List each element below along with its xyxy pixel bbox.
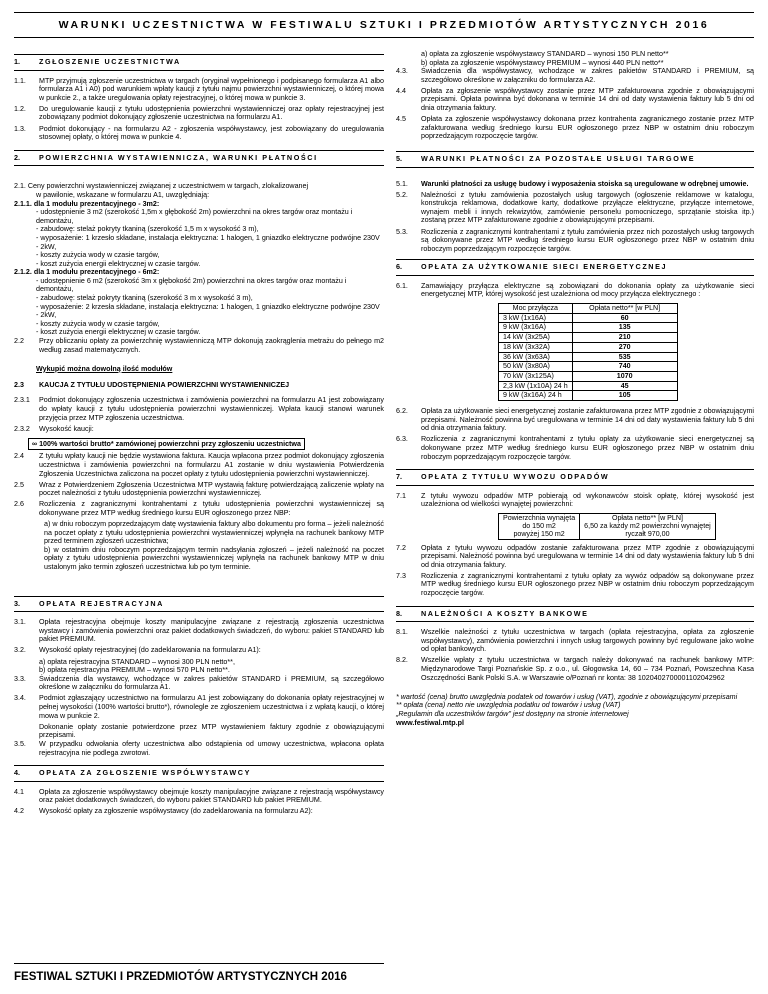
page-title: WARUNKI UCZESTNICTWA W FESTIWALU SZTUKI I PRZEDMIOTÓW ARTYSTYCZNYCH 2016 <box>14 12 754 38</box>
paragraph: 4.2 Wysokość opłaty za zgłoszenie współwystawcy (do zadeklarowania na formularzu A2): <box>14 807 313 816</box>
table-row: 3 kW (1x16A) 60 <box>499 313 678 323</box>
subsection-heading: 2.3 KAUCJA Z TYTUŁU UDOSTĘPNIENIA POWIERZCHNI WYSTAWIENNICZEJ <box>14 381 290 390</box>
bullet: - zabudowę: stelaż pokryty tkaniną (szerokość 3 m x wysokość 3 m), <box>36 294 253 303</box>
bullet: - wyposażenie: 2 krzesła składane, instalacja elektryczna: 1 halogen, 1 gniazdko elektryczne podwójne 230V - 2kW, <box>36 302 380 320</box>
bullet: - wyposażenie: 1 krzesło składane, instalacja elektryczna: 1 halogen, 1 gniazdko elektryczne podwójne 230V - 2kW, <box>36 233 380 251</box>
paragraph: 1.2. Do uregulowanie kaucji z tytułu udostępnienia powierzchni wystawienniczej oraz opłaty rejestracyjnej jest zobowiązany podmiot dokonujący zgłoszenie uczestnictwa na formularzu A1. <box>14 104 384 122</box>
paragraph: 7.1 Z tytułu wywozu odpadów MTP pobierają od wykonawców stoisk opłatę, której wysokość jest uzależniona od wielkości wynajętej powierzchni: <box>396 491 754 509</box>
paragraph: 6.3. Rozliczenia z zagranicznymi kontrahentami z tytułu opłaty za użytkowanie sieci energetycznej są dokonywane przez MTP według średniego kursu EUR ogłoszonego przez NBP w ostatnim dniu roboczym poprzedzającym rozpoczęcie targów. <box>396 435 754 461</box>
table-header: Opłata netto** [w PLN] <box>572 304 677 314</box>
bullet: - koszt zużycia energii elektrycznej w czasie targów. <box>36 328 201 337</box>
left-column <box>14 48 384 818</box>
section-2-heading: 2. POWIERZCHNIA WYSTAWIENNICZA, WARUNKI PŁATNOŚCI <box>14 150 384 167</box>
bullet: - koszty zużycia wody w czasie targów, <box>36 319 160 328</box>
footnote: * wartość (cena) brutto uwzględnia podatek od towarów i usług (VAT), zgodnie z obowiązującymi przepisami <box>396 692 738 701</box>
table-row: 2,3 kW (1x10A) 24 h 45 <box>499 381 678 391</box>
list-item: a) opłata rejestracyjna STANDARD – wynosi 300 PLN netto**, <box>39 657 235 666</box>
section-1-heading: 1. ZGŁOSZENIE UCZESTNICTWA <box>14 54 384 71</box>
paragraph: 1.1. MTP przyjmują zgłoszenie uczestnictwa w targach (oryginał wypełnionego i podpisanego formularza A1 albo formularza A1 i A0) pod warunkiem wpłaty kaucji z tytułu najmu powierzchni wystawienniczej, o której mowa w punkcie 2., a także uregulowania opłaty rejestracyjnej, o której mowa w punkcie 3. <box>14 76 384 102</box>
table-row: 9 kW (3x16A) 135 <box>499 323 678 333</box>
table-row: 14 kW (3x25A) 210 <box>499 333 678 343</box>
table-row: 50 kW (3x80A) 740 <box>499 362 678 372</box>
bullet: - koszt zużycia energii elektrycznej w czasie targów. <box>36 259 201 268</box>
section-7-heading: 7. OPŁATA Z TYTUŁU WYWOZU ODPADÓW <box>396 469 754 486</box>
paragraph: 3.1. Opłata rejestracyjna obejmuje koszty manipulacyjne związane z rejestracją zgłoszenia uczestnictwa wystawcy i zamówienia powierzchni oraz pakiet dodatkowych świadczeń, do wyboru: pakiet STANDARD lub pakiet PREMIUM. <box>14 618 384 644</box>
paragraph: 3.4. Podmiot zgłaszający uczestnictwo na formularzu A1 jest zobowiązany do dokonania opłaty rejestracyjnej w pełnej wysokości (100% wartości brutto*), równolegle ze zgłoszeniem uczestnictwa i z wpłatą kaucji, o której mowa w punkcie 2. <box>14 694 384 720</box>
waste-fee-table <box>498 513 716 540</box>
paragraph: 5.1. Warunki płatności za usługę budowy i wyposażenia stoiska są uregulowane w odrębnej umowie. <box>396 179 749 188</box>
list-item: a) opłata za zgłoszenie współwystawcy STANDARD – wynosi 150 PLN netto** <box>421 50 669 58</box>
paragraph: 4.1 Opłata za zgłoszenie współwystawcy obejmuje koszty manipulacyjne związane z rejestracją współwystawcy oraz pakiet dodatkowych świadczeń, do wyboru pakiet STANDARD lub pakiet PREMIUM. <box>14 787 384 805</box>
paragraph: 6.1. Zamawiający przyłącza elektryczne są zobowiązani do dokonania opłaty za użytkowanie sieci energetycznej MTP, której wysokość jest uzależniona od mocy przyłącza elektrycznego : <box>396 281 754 299</box>
paragraph: 2.4 Z tytułu wpłaty kaucji nie będzie wystawiona faktura. Kaucja wpłacona przez podmiot dokonujący zgłoszenia uczestnictwa i zamówienia powierzchni na formularzu A1 zostanie w dniu wystawienia Potwierdzenia Zgłoszenia Uczestnictwa zaliczona na poczet opłaty z tytułu udostępnienia powierzchni wystawienniczej. <box>14 452 384 478</box>
paragraph: 3.5. W przypadku odwołania oferty uczestnictwa albo odstąpienia od umowy uczestnictwa, wpłacona opłata rejestracyjna nie podlega zwrotowi. <box>14 739 384 757</box>
paragraph: 2.5 Wraz z Potwierdzeniem Zgłoszenia Uczestnictwa MTP wystawią fakturę potwierdzającą zaliczenie wpłaty na poczet należności z tytułu udostępnienia powierzchni wystawienniczej. <box>14 480 384 498</box>
paragraph: 3.2. Wysokość opłaty rejestracyjnej (do zadeklarowania na formularzu A1): <box>14 646 261 655</box>
paragraph: 7.2 Opłata z tytułu wywozu odpadów zostanie zafakturowana przez MTP zgodnie z obowiązującymi przepisami. Należność powinna być uregulowana w terminie 14 dni od daty wystawienia faktury lub 5 dni od dnia otrzymania faktury. <box>396 543 754 569</box>
table-row: 36 kW (3x63A) 535 <box>499 352 678 362</box>
paragraph: 8.2. Wszelkie wpłaty z tytułu uczestnictwa w targach należy dokonywać na rachunek bankowy MTP: Międzynarodowe Targi Poznańskie Sp. z o.o., ul. Głogowska 14, 60 – 734 Poznań, Powszechna Kasa Oszczędności Bank Polski S.A. w Warszawie o/Poznań nr konta: 38 1020402700001102042962 <box>396 656 754 682</box>
paragraph: 4.4 Opłata za zgłoszenie współwystawcy zostanie przez MTP zafakturowana zgodnie z obowiązującymi przepisami. Opłata powinna być dokonana w terminie 14 dni od daty wystawienia faktury lub 5 dni od dnia otrzymania faktury. <box>396 86 754 113</box>
text-line: Dokonanie opłaty zostanie potwierdzone przez MTP wystawieniem faktury zgodnie z obowiązującymi przepisami. <box>39 722 384 740</box>
text-line: 2.1.2. dla 1 modułu prezentacyjnego - 6m2: <box>14 268 160 277</box>
table-row: 9 kW (3x16A) 24 h 105 <box>499 391 678 401</box>
paragraph: 6.2. Opłata za użytkowanie sieci energetycznej zostanie zafakturowana przez MTP zgodnie z obowiązującymi przepisami. Należność powinna być uregulowana w terminie 14 dni od daty wystawienia faktury lub 5 dni od dnia otrzymania faktury. <box>396 407 754 433</box>
section-4-heading: 4. OPŁATA ZA ZGŁOSZENIE WSPÓŁWYSTAWCY <box>14 765 384 782</box>
paragraph: 4.5 Opłata za zgłoszenie współwystawcy dokonana przez kontrahenta zagranicznego zostanie przez MTP zafakturowana według średniego kursu EUR ogłoszonego przez NBP w ostatnim dniu roboczym poprzedzającym rozpoczęcie targów. <box>396 115 754 141</box>
text-line: w pawilonie, wskazane w formularzu A1, uwzględniają: <box>36 190 210 199</box>
website-link[interactable]: www.festiwal.mtp.pl <box>396 718 464 727</box>
section-8-heading: 8. NALEŻNOŚCI A KOSZTY BANKOWE <box>396 606 754 623</box>
paragraph: 3.3. Świadczenia dla wystawcy, wchodzące w zakres pakietów STANDARD i PREMIUM, są szczegółowo określone w załączniku do formularza A1. <box>14 674 384 692</box>
bullet: - udostępnienie 6 m2 (szerokość 3m x głębokość 2m) powierzchni na okres targów oraz montażu i demontażu, <box>36 276 347 294</box>
bullet: - koszty zużycia wody w czasie targów, <box>36 251 160 260</box>
list-item: a) w dniu roboczym poprzedzającym datę wystawienia faktury albo dokumentu pro forma – jeżeli należność na poczet opłaty z tytułu udostępnienia powierzchni wystawienniczej wpłynęła na rachunek bankowy MTP przed terminem zgłoszeń uczestnictwa; <box>44 520 384 546</box>
table-header: Moc przyłącza <box>499 304 573 314</box>
table-header-row <box>499 304 678 314</box>
power-fee-table <box>498 303 678 401</box>
paragraph: 2.3.2 Wysokość kaucji: <box>14 424 94 433</box>
list-item: b) w ostatnim dniu roboczym poprzedzającym termin nadsyłania zgłoszeń – jeżeli należność na poczet opłaty z tytułu udostępnienia powierzchni wystawienniczej wpłynęła na rachunek bankowy MTP w dniu ustalonym jako termin zgłoszeń uczestnictwa lub po tym terminie. <box>44 545 384 571</box>
table-row: Powierzchnia wynajęta do 150 m2 powyżej 150 m2 Opłata netto** [w PLN] 6,50 za każdy m2 powierzchni wynajętej ryczałt 970,00 <box>499 513 716 539</box>
paragraph: 4.3. Świadczenia dla współwystawcy, wchodzące w zakres pakietów STANDARD i PREMIUM, są szczegółowo określone w załączniku do formularza A2. <box>396 67 754 84</box>
modules-note: Wykupić można dowolną ilość modułów <box>36 364 173 373</box>
paragraph: 2.2 Przy obliczaniu opłaty za powierzchnię wystawienniczą MTP dokonują zaokrąglenia metrażu do pełnego m2 według zasad matematycznych. <box>14 337 384 354</box>
list-item: b) opłata za zgłoszenie współwystawcy PREMIUM – wynosi 440 PLN netto** <box>421 58 664 67</box>
paragraph: 2.3.1 Podmiot dokonujący zgłoszenia uczestnictwa i zamówienia powierzchni na formularzu A1 jest zobowiązany do wpłaty kaucji z tytułu udostępnienia powierzchni wystawienniczej. Wpłata kaucji stanowi warunek przyjęcia przez MTP zgłoszenia uczestnictwa. <box>14 396 384 422</box>
paragraph: 8.1. Wszelkie należności z tytułu uczestnictwa w targach (opłata rejestracyjna, opłata za zgłoszenie współwystawcy), zamówienia powierzchni i innych usług targowych powinny być regulowane jako wolne od opłat bankowych. <box>396 628 754 654</box>
bullet: - zabudowę: stelaż pokryty tkaniną (szerokość 1,5 m x wysokość 3 m), <box>36 225 259 234</box>
right-column <box>396 50 754 727</box>
paragraph: 1.3. Podmiot dokonujący - na formularzu A2 - zgłoszenia współwystawcy, jest zobowiązany do uregulowania stosownej opłaty, o której mowa w punkcie 4. <box>14 124 384 142</box>
deposit-box: ∞ 100% wartości brutto* zamówionej powierzchni przy zgłoszeniu uczestnictwa <box>28 438 305 451</box>
section-3-heading: 3. OPŁATA REJESTRACYJNA <box>14 596 384 613</box>
paragraph: 5.2. Należności z tytułu zamówienia pozostałych usług targowych (ogłoszenie reklamowe w katalogu, konstrukcja reklamowa, dodatkowe karty, dodatkowe przyłącze elektryczne, przyłącze internetowe, wynajem mebli i innych rekwizytów, zamówienie personelu pomocniczego, sprzątanie stoiska itp.) zostaną przez MTP zafakturowane zgodnie z obowiązującymi przepisami. <box>396 190 754 225</box>
bullet: - udostępnienie 3 m2 (szerokość 1,5m x głębokość 2m) powierzchni na okres targów oraz montażu i demontażu, <box>36 208 353 225</box>
paragraph: 2.6 Rozliczenia z zagranicznymi kontrahentami z tytułu udostępnienia powierzchni wystawienniczej są dokonywane przez MTP według średniego kursu EUR ogłoszonego przez NBP: <box>14 500 384 517</box>
list-item: b) opłata rejestracyjna PREMIUM – wynosi 570 PLN netto**. <box>39 666 230 675</box>
table-row: 70 kW (3x125A) 1070 <box>499 371 678 381</box>
text-line: 2.1.1. dla 1 modułu prezentacyjnego - 3m2: <box>14 199 160 208</box>
footnote: ** opłata (cena) netto nie uwzględnia podatku od towarów i usług (VAT) <box>396 701 621 710</box>
paragraph: 5.3. Rozliczenia z zagranicznymi kontrahentami z tytułu zamówienia przez nich pozostałych usług targowych są dokonywane przez MTP według średniego kursu EUR ogłoszonego przez NBP w ostatnim dniu roboczym poprzedzającym rozpoczęcie targów. <box>396 227 754 253</box>
section-5-heading: 5. WARUNKI PŁATNOŚCI ZA POZOSTAŁE USŁUGI TARGOWE <box>396 151 754 168</box>
footnote: „Regulamin dla uczestników targów" jest dostępny na stronie internetowej <box>396 709 629 718</box>
section-6-heading: 6. OPŁATA ZA UŻYTKOWANIE SIECI ENERGETYCZNEJ <box>396 259 754 276</box>
table-row: 18 kW (3x32A) 270 <box>499 342 678 352</box>
paragraph: 7.3 Rozliczenia z zagranicznymi kontrahentami z tytułu opłaty za wywóz odpadów są dokonywane przez MTP według średniego kursu EUR ogłoszonego przez NBP w ostatnim dniu roboczym poprzedzającym rozpoczęcie targów. <box>396 571 754 598</box>
footer-title: FESTIWAL SZTUKI I PRZEDMIOTÓW ARTYSTYCZNYCH 2016 <box>14 963 384 983</box>
text-line: 2.1. Ceny powierzchni wystawienniczej związanej z uczestnictwem w targach, zlokalizowanej <box>14 182 309 191</box>
